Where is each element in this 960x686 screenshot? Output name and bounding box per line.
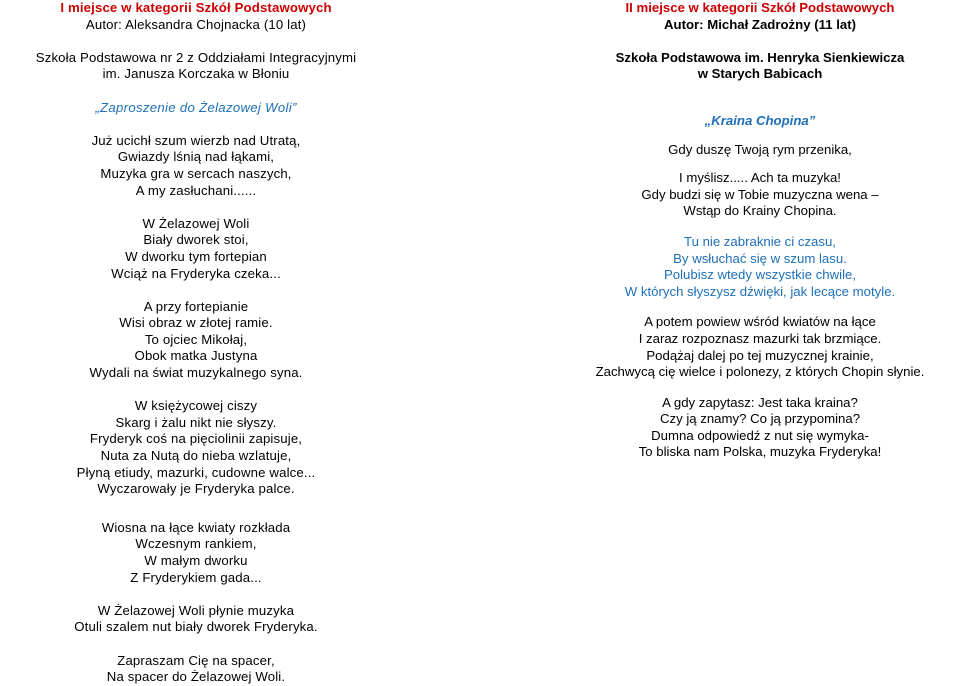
poem-line: A potem powiew wśród kwiatów na łące xyxy=(644,314,876,330)
poem-line: W których słyszysz dźwięki, jak lecące motyle. xyxy=(624,283,896,299)
right-school-line-2: w Starych Babicach xyxy=(697,66,823,82)
right-stanza-3 xyxy=(560,234,960,300)
poem-line: Dumna odpowiedź z nut się wymyka- xyxy=(651,427,869,443)
poem-line: Muzyka gra w sercach naszych, xyxy=(100,165,292,181)
left-stanza-2 xyxy=(0,216,392,282)
right-stanza-4 xyxy=(560,314,960,380)
poem-line: To ojciec Mikołaj, xyxy=(144,331,248,347)
poem-line: I zaraz rozpoznasz mazurki tak brzmiące. xyxy=(638,330,882,346)
poem-line: W dworku tym fortepian xyxy=(125,248,267,264)
poem-line: Wiosna na łące kwiaty rozkłada xyxy=(101,519,291,535)
poem-line: Otuli szalem nut biały dworek Fryderyka. xyxy=(74,619,318,635)
left-school-line-2: im. Janusza Korczaka w Błoniu xyxy=(102,66,290,82)
poem-line: Już ucichł szum wierzb nad Utratą, xyxy=(91,132,301,148)
poem-line: Nuta za Nutą do nieba wzlatuje, xyxy=(100,448,292,464)
right-author: Autor: Michał Zadrożny (11 lat) xyxy=(664,16,856,32)
poem-line: W Żelazowej Woli xyxy=(142,215,250,231)
poem-line: Tu nie zabraknie ci czasu, xyxy=(684,233,836,249)
poem-line: Podążaj dalej po tej muzycznej krainie, xyxy=(646,347,874,363)
poem-line: Gwiazdy lśnią nad łąkami, xyxy=(117,149,275,165)
left-award: I miejsce w kategorii Szkół Podstawowych xyxy=(60,0,332,15)
poem-line: Gdy duszę Twoją rym przenika, xyxy=(668,141,852,157)
poem-line: Na spacer do Żelazowej Woli. xyxy=(106,669,286,685)
poem-line: Z Fryderykiem gada... xyxy=(130,569,262,585)
poem-line: W małym dworku xyxy=(144,553,248,568)
poem-line: Wstąp do Krainy Chopina. xyxy=(683,203,837,219)
left-stanza-4 xyxy=(0,398,392,498)
left-stanza-3 xyxy=(0,299,392,382)
right-award: II miejsce w kategorii Szkół Podstawowych xyxy=(625,0,895,15)
poem-line: Płyną etiudy, mazurki, cudowne walce... xyxy=(76,464,316,480)
poem-line: Fryderyk coś na pięciolinii zapisuje, xyxy=(89,431,303,447)
poem-line: W Żelazowej Woli płynie muzyka xyxy=(97,602,295,618)
poem-line: Biały dworek stoi, xyxy=(143,232,249,248)
poem-line: Wydali na świat muzykalnego syna. xyxy=(89,365,303,381)
poem-line: Polubisz wtedy wszystkie chwile, xyxy=(663,267,857,283)
right-stanza-5 xyxy=(560,395,960,461)
right-poem-title: „Kraina Chopina” xyxy=(704,112,816,128)
poem-line: Czy ją znamy? Co ją przypomina? xyxy=(659,411,861,427)
poem-line: Obok matka Justyna xyxy=(134,348,258,364)
left-entry xyxy=(0,0,392,686)
poem-line: A gdy zapytasz: Jest taka kraina? xyxy=(662,394,858,410)
right-stanza-2 xyxy=(560,170,960,220)
poem-line: By wsłuchać się w szum lasu. xyxy=(673,250,847,266)
poem-line: I myślisz..... Ach ta muzyka! xyxy=(679,170,841,186)
left-author: Autor: Aleksandra Chojnacka (10 lat) xyxy=(85,16,307,32)
poem-line: A przy fortepianie xyxy=(143,298,249,314)
poem-line: Wisi obraz w złotej ramie. xyxy=(119,315,273,331)
poem-line: Skarg i żalu nikt nie słyszy. xyxy=(115,414,277,430)
right-school-line-1: Szkoła Podstawowa im. Henryka Sienkiewicza xyxy=(615,49,905,65)
left-stanza-6 xyxy=(0,603,392,636)
poem-line: To bliska nam Polska, muzyka Fryderyka! xyxy=(638,444,882,460)
left-stanza-5 xyxy=(0,520,392,586)
poem-line: Wciąż na Fryderyka czeka... xyxy=(111,265,281,281)
left-poem-title: „Zaproszenie do Żelazowej Woli” xyxy=(95,99,297,115)
left-stanza-7 xyxy=(0,653,392,686)
poem-line: A my zasłuchani...... xyxy=(135,182,257,198)
poem-line: Zapraszam Cię na spacer, xyxy=(117,652,275,668)
right-entry xyxy=(560,0,960,461)
poem-line: W księżycowej ciszy xyxy=(134,398,258,414)
left-school-line-1: Szkoła Podstawowa nr 2 z Oddziałami Integracyjnymi xyxy=(35,49,357,65)
poem-line: Wyczarowały je Fryderyka palce. xyxy=(97,481,295,497)
poem-line: Gdy budzi się w Tobie muzyczna wena – xyxy=(641,186,879,202)
right-stanza-1 xyxy=(560,142,960,159)
poem-line: Zachwycą cię wielce i polonezy, z których Chopin słynie. xyxy=(595,364,925,380)
left-stanza-1 xyxy=(0,133,392,199)
poem-line: Wczesnym rankiem, xyxy=(135,536,257,552)
